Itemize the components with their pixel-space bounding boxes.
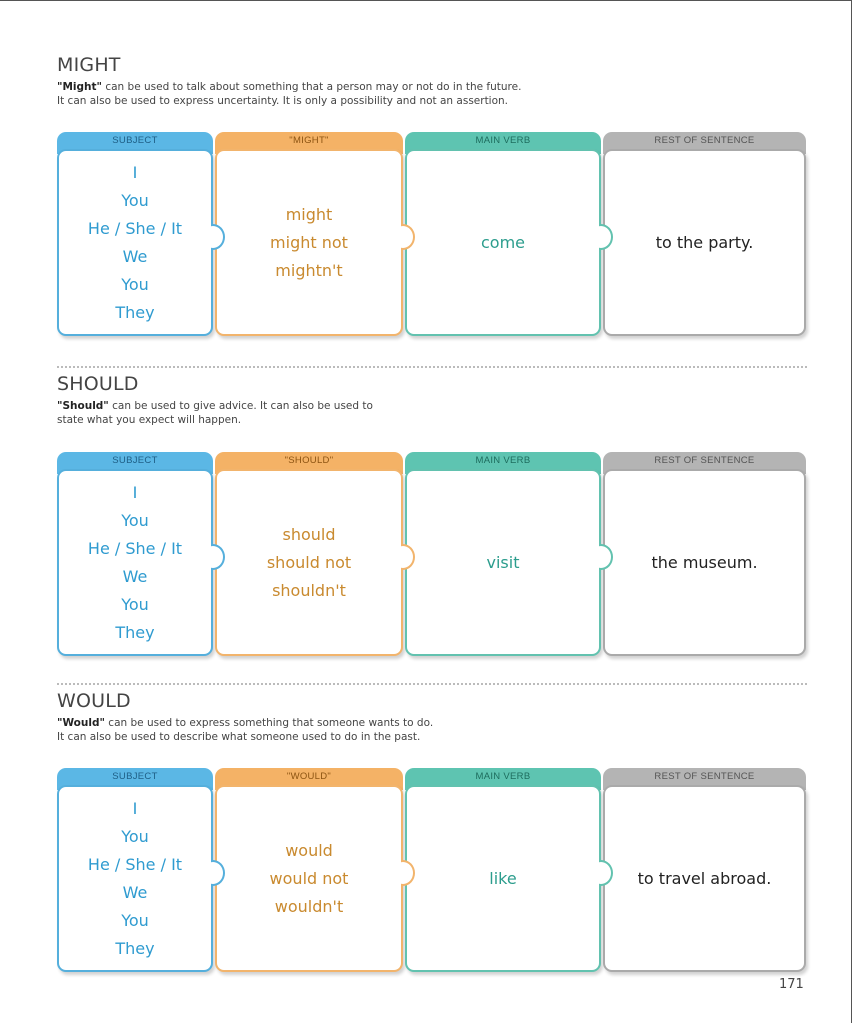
- section-should: [57, 373, 807, 427]
- subject-item: We: [122, 882, 148, 902]
- keyword: "Might": [57, 81, 102, 93]
- keyword: "Would": [57, 717, 105, 729]
- description-line-2: state what you expect will happen.: [57, 414, 242, 426]
- sentence-builder-would: [57, 768, 807, 972]
- page-number: 171: [779, 977, 804, 992]
- rest-panel: [603, 132, 806, 336]
- subject-item: We: [122, 246, 148, 266]
- rest-of-sentence: the museum.: [651, 552, 758, 572]
- subject-header: SUBJECT: [57, 768, 213, 790]
- modal-panel: [215, 768, 403, 972]
- modal-form: mightn't: [275, 260, 343, 280]
- main-verb: come: [480, 232, 525, 252]
- verb-content: [405, 785, 601, 972]
- subject-header: SUBJECT: [57, 452, 213, 474]
- sentence-builder-might: [57, 132, 807, 336]
- description-line-1: [57, 399, 807, 413]
- subject-item: You: [121, 910, 149, 930]
- main-verb: visit: [486, 552, 520, 572]
- section-description: [57, 716, 807, 744]
- modal-form: should not: [266, 552, 352, 572]
- modal-form: might not: [270, 232, 348, 252]
- modal-form: wouldn't: [274, 896, 344, 916]
- subject-item: I: [132, 798, 138, 818]
- subject-list: [57, 149, 213, 336]
- rest-panel: [603, 768, 806, 972]
- subject-panel: [57, 768, 213, 972]
- description-text: can be used to express something that someone wants to do.: [104, 717, 434, 729]
- subject-item: We: [122, 566, 148, 586]
- modal-list: [215, 149, 403, 336]
- keyword: "Should": [57, 400, 109, 412]
- main-verb: like: [489, 868, 517, 888]
- modal-list: [215, 469, 403, 656]
- section-divider: [57, 366, 807, 368]
- modal-panel: [215, 452, 403, 656]
- subject-item: They: [115, 622, 155, 642]
- modal-form: might: [285, 204, 333, 224]
- subject-item: You: [121, 190, 149, 210]
- subject-panel: [57, 132, 213, 336]
- subject-item: You: [121, 510, 149, 530]
- subject-list: [57, 469, 213, 656]
- modal-form: would: [285, 840, 333, 860]
- subject-item: He / She / It: [87, 538, 183, 558]
- description-line-1: [57, 80, 807, 94]
- description-line-1: [57, 716, 807, 730]
- verb-panel: [405, 768, 601, 972]
- verb-panel: [405, 132, 601, 336]
- modal-form: shouldn't: [272, 580, 346, 600]
- description-line-2: It can also be used to describe what someone used to do in the past.: [57, 731, 421, 743]
- subject-item: He / She / It: [87, 218, 183, 238]
- section-would: [57, 690, 807, 744]
- verb-header: MAIN VERB: [405, 132, 601, 154]
- modal-header: "SHOULD": [215, 452, 403, 474]
- verb-content: [405, 149, 601, 336]
- verb-content: [405, 469, 601, 656]
- subject-header: SUBJECT: [57, 132, 213, 154]
- rest-content: [603, 149, 806, 336]
- section-description: [57, 80, 807, 108]
- subject-item: He / She / It: [87, 854, 183, 874]
- modal-header: "WOULD": [215, 768, 403, 790]
- verb-panel: [405, 452, 601, 656]
- section-might: [57, 54, 807, 108]
- section-divider: [57, 683, 807, 685]
- rest-panel: [603, 452, 806, 656]
- subject-item: You: [121, 274, 149, 294]
- subject-item: They: [115, 938, 155, 958]
- description-text: can be used to talk about something that a person may or not do in the future.: [102, 81, 522, 93]
- section-title: MIGHT: [57, 54, 121, 76]
- rest-content: [603, 469, 806, 656]
- section-description: [57, 399, 807, 427]
- section-title: WOULD: [57, 690, 131, 712]
- verb-header: MAIN VERB: [405, 768, 601, 790]
- section-title: SHOULD: [57, 373, 139, 395]
- subject-item: You: [121, 826, 149, 846]
- rest-header: REST OF SENTENCE: [603, 132, 806, 154]
- subject-item: I: [132, 482, 138, 502]
- subject-panel: [57, 452, 213, 656]
- modal-form: would not: [269, 868, 349, 888]
- rest-header: REST OF SENTENCE: [603, 452, 806, 474]
- rest-of-sentence: to the party.: [655, 232, 754, 252]
- rest-of-sentence: to travel abroad.: [637, 868, 772, 888]
- sentence-builder-should: [57, 452, 807, 656]
- subject-item: I: [132, 162, 138, 182]
- subject-item: They: [115, 302, 155, 322]
- subject-item: You: [121, 594, 149, 614]
- modal-form: should: [282, 524, 336, 544]
- verb-header: MAIN VERB: [405, 452, 601, 474]
- modal-panel: [215, 132, 403, 336]
- rest-header: REST OF SENTENCE: [603, 768, 806, 790]
- subject-list: [57, 785, 213, 972]
- description-line-2: It can also be used to express uncertainty. It is only a possibility and not an assertion.: [57, 95, 509, 107]
- rest-content: [603, 785, 806, 972]
- description-text: can be used to give advice. It can also be used to: [108, 400, 373, 412]
- modal-list: [215, 785, 403, 972]
- modal-header: "MIGHT": [215, 132, 403, 154]
